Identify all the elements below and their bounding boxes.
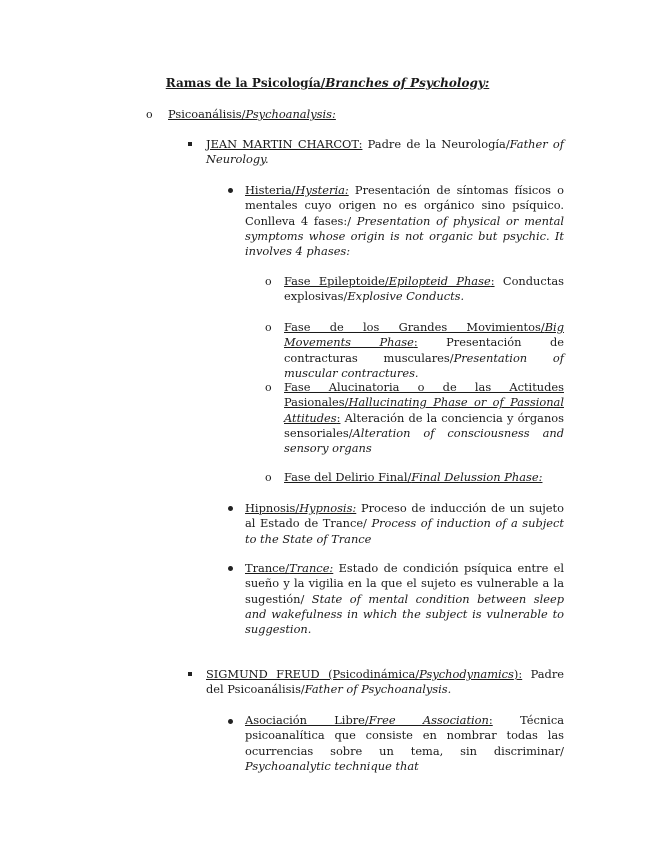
phase-4-term-es: Fase del Delirio Final/: [284, 470, 412, 484]
phase-1-desc-es: Conductas explosivas/: [284, 274, 564, 304]
charcot-name: JEAN MARTIN CHARCOT:: [206, 137, 363, 151]
asociacion-desc-en: Psychoanalytic technique that: [245, 758, 419, 773]
asociacion-term-es: Asociación Libre/: [245, 713, 369, 727]
section-en: Psychoanalysis:: [245, 107, 336, 121]
phase-2-colon: :: [413, 335, 418, 350]
round-bullet: [228, 188, 233, 193]
phase-1-desc-en: Explosive Conducts.: [347, 289, 465, 304]
freud-name-en: Psychodynamics: [419, 667, 514, 681]
phase-1-term-en: Epilopteid Phase: [388, 274, 491, 288]
hipnosis-term-en: Hypnosis:: [299, 501, 357, 515]
asociacion-term-en: Free Association: [368, 713, 489, 727]
hipnosis-term-es: Hipnosis/: [245, 501, 300, 515]
phase-2-desc-es: Presentación de contracturas musculares/: [284, 335, 564, 365]
title-en: Branches of Psychology:: [325, 76, 490, 90]
asociacion-desc-es: Técnica psicoanalítica que consiste en nombrar todas las ocurrencias sobre un tema, sin discriminar/: [245, 713, 564, 758]
phase-4-entry: [284, 470, 564, 485]
histeria-term-en: Hysteria:: [295, 183, 349, 197]
trance-term-es: Trance/: [245, 561, 290, 575]
histeria-desc-es: Presentación de síntomas físicos o mentales cuyo origen no es orgánico sino psíquico. Conlleva 4 fases:/: [245, 183, 564, 228]
phase-1-term-es: Fase Epileptoide/: [284, 274, 389, 288]
charcot-desc-es: Padre de la Neurología/: [362, 137, 510, 151]
trance-desc-en: State of mental condition between sleep and wakefulness in which the subject is vulnerable to suggestion.: [245, 591, 564, 637]
section-heading: [168, 107, 568, 122]
round-bullet: [228, 566, 233, 571]
histeria-entry: [245, 183, 564, 259]
square-bullet: [188, 672, 192, 676]
outline-marker: o: [146, 108, 153, 121]
phase-1-entry: [284, 274, 564, 305]
trance-entry: [245, 561, 564, 637]
histeria-desc-en: Presentation of physical or mental symptoms whose origin is not organic but psychic. It involves 4 phases:: [245, 213, 565, 259]
phase-2-desc-en: Presentation of muscular contractures.: [284, 350, 565, 380]
freud-entry: [206, 667, 564, 698]
outline-marker: o: [265, 381, 272, 394]
trance-term-en: Trance:: [289, 561, 334, 575]
hipnosis-desc-en: Process of induction of a subject to the State of Trance: [245, 516, 564, 546]
round-bullet: [228, 506, 233, 511]
phase-2-term-en: Big Movements Phase: [284, 320, 564, 350]
phase-3-colon: :: [336, 410, 341, 425]
histeria-term-es: Histeria/: [245, 183, 296, 197]
phase-3-term-en: Hallucinating Phase or of Passional Attitudes: [284, 395, 564, 425]
outline-marker: o: [265, 471, 272, 484]
freud-desc-en: Father of Psychoanalysis.: [304, 682, 452, 697]
freud-name-end: ):: [513, 667, 523, 681]
phase-2-entry: [284, 320, 564, 381]
asociacion-colon: :: [488, 713, 493, 727]
phase-3-entry: [284, 380, 564, 456]
freud-name-es: SIGMUND FREUD (Psicodinámica/: [206, 667, 420, 681]
round-bullet: [228, 719, 233, 724]
charcot-entry: [206, 137, 564, 168]
title-es: Ramas de la Psicología/: [165, 76, 326, 90]
phase-3-term-es: Fase Alucinatoria o de las Actitudes Pasionales/: [284, 380, 564, 410]
phase-3-desc-es: Alteración de la conciencia y órganos sensoriales/: [284, 410, 564, 440]
phase-4-term-en: Final Delussion Phase:: [411, 470, 543, 484]
phase-1-colon: :: [490, 274, 495, 288]
square-bullet: [188, 142, 192, 146]
section-es: Psicoanálisis/: [168, 107, 246, 121]
page-title: [0, 76, 655, 91]
phase-3-desc-en: Alteration of consciousness and sensory organs: [284, 425, 564, 456]
asociacion-entry: [245, 713, 564, 774]
outline-marker: o: [265, 321, 272, 334]
phase-2-term-es: Fase de los Grandes Movimientos/: [284, 320, 545, 334]
hipnosis-desc-es: Proceso de inducción de un sujeto al Estado de Trance/: [245, 501, 564, 531]
outline-marker: o: [265, 275, 272, 288]
hipnosis-entry: [245, 501, 564, 547]
trance-desc-es: Estado de condición psíquica entre el sueño y la vigilia en la que el sujeto es vulnerable a la sugestión/: [245, 561, 564, 606]
freud-desc-es: Padre del Psicoanálisis/: [206, 667, 565, 697]
charcot-desc-en: Father of Neurology.: [206, 137, 565, 167]
